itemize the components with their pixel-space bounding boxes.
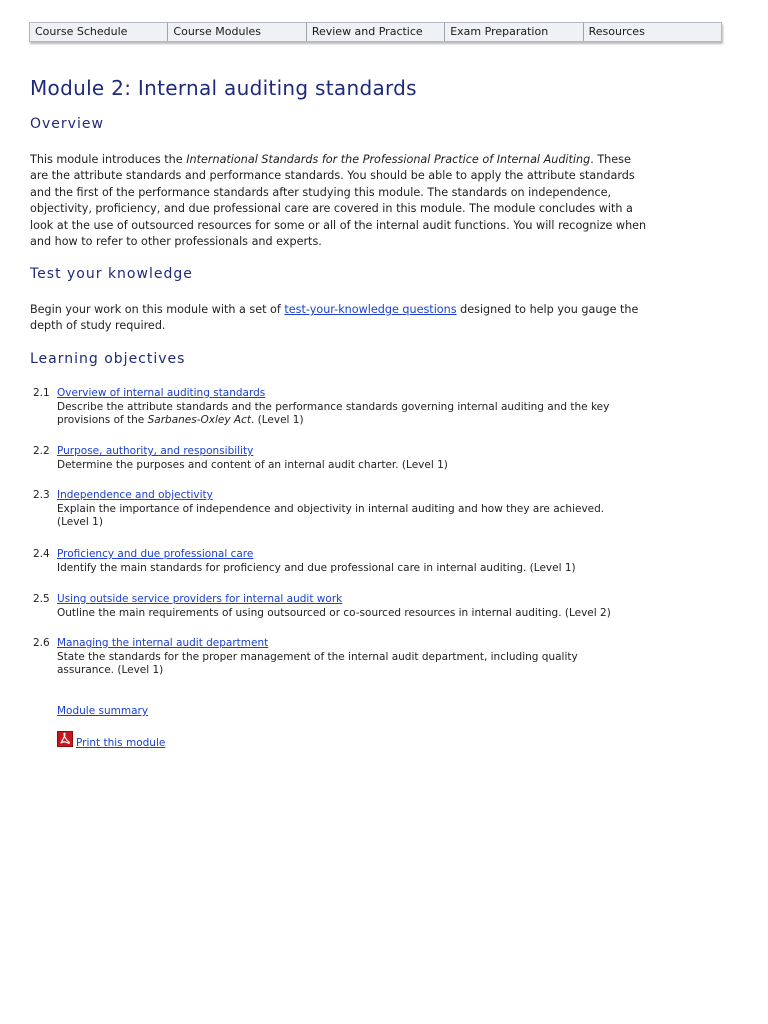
overview-text-rest: . These are the attribute standards and performance standards. You should be able to apply the attribute standards and the first of the performance standards after studying this module. The standards on independence, objectivity, proficiency, and due professional care are covered in this module. The module concludes with a look at the use of outsourced resources for some or all of the internal audit functions. You will recognize when and how to refer to other professionals and experts. [30, 153, 647, 249]
objective-item [33, 387, 633, 428]
objective-item [33, 445, 633, 472]
module-summary-link[interactable]: Module summary [57, 705, 149, 717]
objective-description [57, 401, 633, 428]
objective-description: Explain the importance of independence and objectivity in internal auditing and how they are achieved. (Level 1) [57, 502, 605, 528]
objective-link-purpose-authority[interactable]: Purpose, authority, and responsibility [57, 445, 254, 457]
nav-course-modules[interactable]: Course Modules [168, 23, 306, 41]
learning-objectives-heading: Learning objectives [30, 351, 186, 367]
course-nav-bar [29, 22, 722, 42]
test-text-start: Begin your work on this module with a set of [30, 303, 285, 316]
objective-link-proficiency[interactable]: Proficiency and due professional care [57, 548, 254, 560]
objective-number: 2.1 [33, 387, 50, 399]
objective-link-overview[interactable]: Overview of internal auditing standards [57, 387, 266, 399]
test-knowledge-heading: Test your knowledge [30, 266, 193, 282]
objective-number: 2.2 [33, 445, 50, 457]
test-text-rest: designed to help you gauge the depth of study required. [30, 303, 639, 333]
objective-description: Outline the main requirements of using outsourced or co-sourced resources in internal auditing. (Level 2) [57, 606, 611, 619]
sarbanes-oxley-act: Sarbanes-Oxley Act [147, 414, 251, 426]
print-module-link[interactable]: Print this module [76, 737, 166, 749]
objective-number: 2.5 [33, 593, 50, 605]
overview-heading: Overview [30, 116, 104, 132]
nav-course-schedule[interactable]: Course Schedule [30, 23, 168, 41]
nav-review-and-practice[interactable]: Review and Practice [307, 23, 445, 41]
objective-link-outside-providers[interactable]: Using outside service providers for internal audit work [57, 593, 343, 605]
objective-item [33, 593, 633, 620]
objective-number: 2.4 [33, 548, 50, 560]
overview-text-start: This module introduces the [30, 153, 187, 166]
nav-resources[interactable]: Resources [588, 25, 645, 38]
objective-desc-end: . (Level 1) [250, 414, 304, 426]
print-module-row [57, 731, 165, 750]
objective-number: 2.3 [33, 489, 50, 501]
objective-number: 2.6 [33, 637, 50, 649]
page-title: Module 2: Internal auditing standards [30, 76, 417, 100]
objective-desc-start: Describe the attribute standards and the performance standards governing internal auditing and the key provisions of the [57, 400, 610, 426]
objective-link-managing-department[interactable]: Managing the internal audit department [57, 637, 269, 649]
overview-standards-title: International Standards for the Professional Practice of Internal Auditing [186, 153, 591, 166]
objective-description: State the standards for the proper management of the internal audit department, including quality assurance. (Level 1) [57, 650, 578, 676]
test-knowledge-questions-link[interactable]: test-your-knowledge questions [284, 303, 457, 316]
objective-item [33, 489, 633, 530]
nav-exam-preparation[interactable]: Exam Preparation [445, 23, 583, 41]
pdf-icon[interactable] [57, 731, 73, 747]
test-knowledge-paragraph [30, 302, 650, 335]
objective-link-independence[interactable]: Independence and objectivity [57, 489, 213, 501]
objective-item [33, 548, 633, 575]
objective-description: Determine the purposes and content of an internal audit charter. (Level 1) [57, 458, 448, 471]
overview-paragraph [30, 152, 650, 250]
objective-item [33, 637, 633, 678]
objective-description: Identify the main standards for proficiency and due professional care in internal auditing. (Level 1) [57, 561, 576, 574]
